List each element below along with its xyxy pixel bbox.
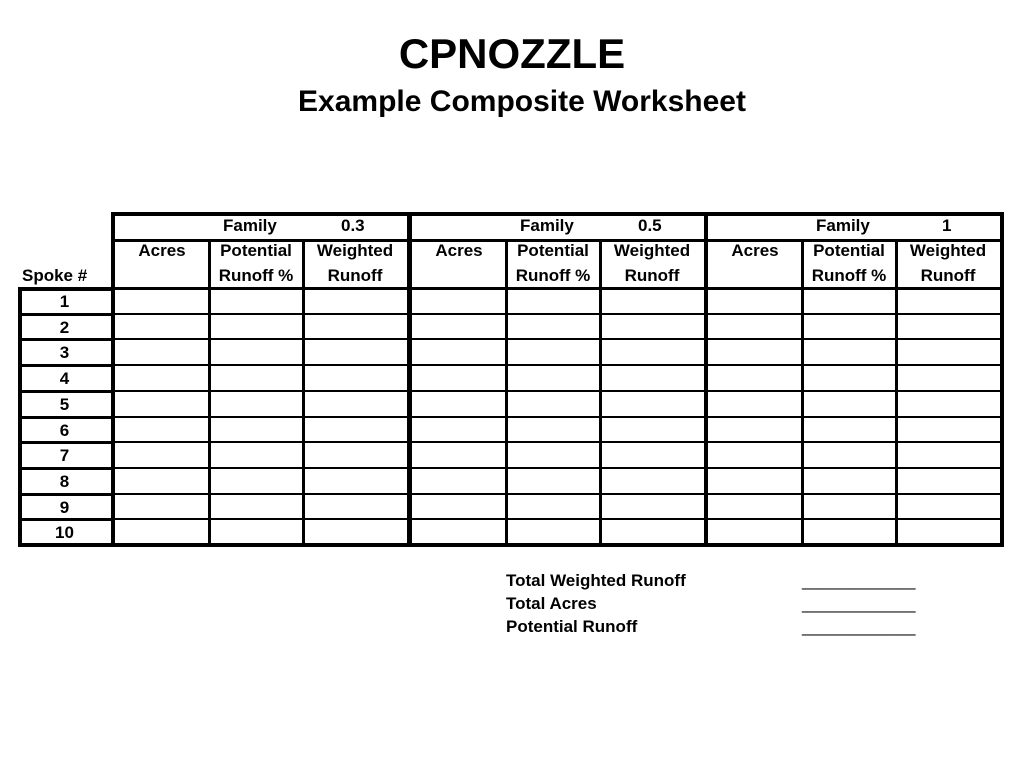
potential-runoff-cell[interactable] [506,340,600,364]
weighted-runoff-cell[interactable] [600,392,704,416]
acres-cell[interactable] [412,495,506,519]
potential-runoff-label: Potential Runoff [506,617,638,636]
acres-cell[interactable] [708,340,802,364]
family-value: 1 [942,216,952,235]
acres-cell[interactable] [115,340,209,364]
weighted-runoff-cell[interactable] [303,418,407,442]
potential-runoff-cell[interactable] [209,495,303,519]
weighted-runoff-header-line2: Runoff [920,266,976,285]
acres-header: Acres [435,241,483,260]
potential-runoff-cell[interactable] [506,520,600,544]
weighted-runoff-cell[interactable] [600,443,704,467]
weighted-runoff-header: Weighted [909,241,987,260]
potential-runoff-header-line2: Runoff % [218,266,294,285]
weighted-runoff-header-line2: Runoff [624,266,680,285]
potential-runoff-cell[interactable] [802,469,896,493]
potential-runoff-cell[interactable] [506,443,600,467]
family-value: 0.3 [341,216,365,235]
acres-cell[interactable] [115,315,209,339]
acres-cell[interactable] [115,495,209,519]
potential-runoff-cell[interactable] [209,340,303,364]
total-weighted-runoff-blank[interactable]: ____________ [802,571,916,590]
page-subtitle: Example Composite Worksheet [298,85,746,118]
acres-header: Acres [731,241,779,260]
weighted-runoff-cell[interactable] [303,469,407,493]
spoke-number: 5 [59,394,70,414]
weighted-runoff-cell[interactable] [303,392,407,416]
acres-cell[interactable] [115,366,209,390]
weighted-runoff-cell[interactable] [600,366,704,390]
weighted-runoff-cell[interactable] [600,289,704,313]
spoke-number: 1 [59,292,70,311]
spoke-row-divider [18,338,111,341]
potential-runoff-cell[interactable] [802,315,896,339]
potential-runoff-cell[interactable] [209,469,303,493]
weighted-runoff-cell[interactable] [896,520,1000,544]
weighted-runoff-cell[interactable] [896,340,1000,364]
total-weighted-runoff-label: Total Weighted Runoff [506,571,686,590]
potential-runoff-cell[interactable] [506,315,600,339]
acres-cell[interactable] [412,418,506,442]
weighted-runoff-cell[interactable] [600,520,704,544]
weighted-runoff-cell[interactable] [896,443,1000,467]
family-value: 0.5 [638,216,662,235]
acres-cell[interactable] [708,520,802,544]
spoke-number: 10 [55,523,74,543]
weighted-runoff-cell[interactable] [600,469,704,493]
acres-cell[interactable] [708,366,802,390]
spoke-number: 6 [59,420,70,440]
potential-runoff-header-line2: Runoff % [515,266,591,285]
potential-runoff-cell[interactable] [209,443,303,467]
spoke-number: 2 [59,317,70,337]
potential-runoff-header-line2: Runoff % [811,266,887,285]
weighted-runoff-cell[interactable] [896,315,1000,339]
acres-cell[interactable] [708,418,802,442]
weighted-runoff-cell[interactable] [600,340,704,364]
acres-header: Acres [138,241,186,260]
spoke-row-divider [18,441,111,444]
potential-runoff-cell[interactable] [802,366,896,390]
potential-runoff-header: Potential [517,241,589,260]
potential-runoff-cell[interactable] [209,366,303,390]
acres-cell[interactable] [412,366,506,390]
spoke-row-divider [18,493,111,496]
acres-cell[interactable] [115,443,209,467]
acres-cell[interactable] [115,289,209,313]
spoke-number: 7 [59,446,70,466]
potential-runoff-cell[interactable] [802,495,896,519]
potential-runoff-cell[interactable] [802,340,896,364]
potential-runoff-cell[interactable] [506,495,600,519]
weighted-runoff-cell[interactable] [303,520,407,544]
family-label: Family [816,216,870,235]
spoke-row-divider [18,416,111,419]
weighted-runoff-cell[interactable] [303,443,407,467]
potential-runoff-cell[interactable] [506,392,600,416]
acres-cell[interactable] [412,443,506,467]
potential-runoff-cell[interactable] [802,520,896,544]
weighted-runoff-cell[interactable] [303,340,407,364]
acres-cell[interactable] [708,315,802,339]
acres-cell[interactable] [115,469,209,493]
potential-runoff-cell[interactable] [209,520,303,544]
acres-cell[interactable] [412,469,506,493]
potential-runoff-cell[interactable] [802,443,896,467]
spoke-row-divider [18,364,111,367]
potential-runoff-cell[interactable] [209,418,303,442]
acres-cell[interactable] [708,289,802,313]
total-acres-label: Total Acres [506,594,597,613]
weighted-runoff-cell[interactable] [303,289,407,313]
weighted-runoff-header: Weighted [613,241,691,260]
weighted-runoff-cell[interactable] [896,289,1000,313]
potential-runoff-cell[interactable] [802,392,896,416]
weighted-runoff-cell[interactable] [896,418,1000,442]
family-label: Family [520,216,574,235]
spoke-number: 4 [59,369,70,389]
total-acres-blank[interactable]: ____________ [802,594,916,613]
potential-runoff-cell[interactable] [506,469,600,493]
potential-runoff-cell[interactable] [506,289,600,313]
spoke-number: 3 [59,343,70,363]
acres-cell[interactable] [412,340,506,364]
weighted-runoff-cell[interactable] [600,495,704,519]
weighted-runoff-cell[interactable] [600,418,704,442]
page-title: CPNOZZLE [398,30,626,77]
spoke-number: 8 [59,471,70,491]
spoke-row-divider [18,313,111,316]
spoke-row-divider [18,467,111,470]
acres-cell[interactable] [115,418,209,442]
acres-cell[interactable] [708,495,802,519]
weighted-runoff-header-line2: Runoff [327,266,383,285]
weighted-runoff-cell[interactable] [896,392,1000,416]
family-label: Family [223,216,277,235]
spoke-header: Spoke # [22,266,88,285]
potential-runoff-cell[interactable] [802,289,896,313]
spoke-number: 9 [59,497,70,517]
spoke-row-divider [18,518,111,521]
acres-cell[interactable] [708,392,802,416]
potential-runoff-cell[interactable] [209,289,303,313]
weighted-runoff-cell[interactable] [600,315,704,339]
weighted-runoff-header: Weighted [316,241,394,260]
potential-runoff-header: Potential [813,241,885,260]
acres-cell[interactable] [412,289,506,313]
potential-runoff-cell[interactable] [802,418,896,442]
acres-cell[interactable] [412,315,506,339]
potential-runoff-cell[interactable] [209,315,303,339]
weighted-runoff-cell[interactable] [303,315,407,339]
weighted-runoff-cell[interactable] [303,495,407,519]
potential-runoff-cell[interactable] [209,392,303,416]
potential-runoff-cell[interactable] [506,366,600,390]
weighted-runoff-cell[interactable] [896,495,1000,519]
potential-runoff-cell[interactable] [506,418,600,442]
acres-cell[interactable] [412,392,506,416]
acres-cell[interactable] [115,520,209,544]
acres-cell[interactable] [708,443,802,467]
acres-cell[interactable] [115,392,209,416]
acres-cell[interactable] [708,469,802,493]
acres-cell[interactable] [412,520,506,544]
potential-runoff-header: Potential [220,241,292,260]
weighted-runoff-cell[interactable] [303,366,407,390]
weighted-runoff-cell[interactable] [896,366,1000,390]
spoke-row-divider [18,390,111,393]
weighted-runoff-cell[interactable] [896,469,1000,493]
potential-runoff-blank[interactable]: ____________ [802,617,916,636]
